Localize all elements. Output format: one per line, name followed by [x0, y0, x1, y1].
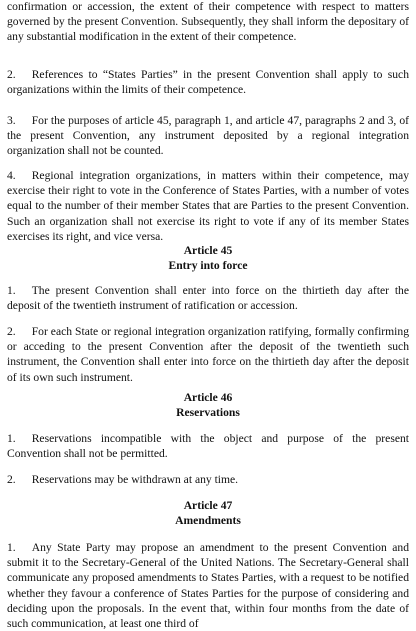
article-44-paragraph-1-continued [7, 0, 409, 45]
paragraph-number: 2. [7, 68, 16, 81]
article-47-subtitle: Amendments [175, 514, 241, 527]
article-47-title: Article 47 [183, 499, 233, 512]
article-45-paragraph-1 [7, 283, 409, 313]
paragraph-text: References to “States Parties” in the present Convention shall apply to such organizations within the limits of their competence. [7, 68, 409, 97]
paragraph-number: 4. [7, 169, 16, 182]
paragraph-number: 1. [7, 284, 16, 297]
paragraph-number: 3. [7, 114, 16, 127]
paragraph-text: For each State or regional integration organization ratifying, formally confirming or acceding to the present Convention after the deposit of the twentieth such instrument, the Convention shall enter into force on the thirtieth day after the deposit of its own such instrument. [7, 325, 409, 384]
paragraph-text: Reservations incompatible with the object and purpose of the present Convention shall not be permitted. [7, 432, 409, 461]
article-44-paragraph-4 [7, 168, 409, 244]
article-45-subtitle: Entry into force [168, 259, 248, 272]
paragraph-number: 2. [7, 325, 16, 338]
article-47-paragraph-1 [7, 540, 409, 631]
article-44-paragraph-2 [7, 67, 409, 97]
paragraph-text: The present Convention shall enter into force on the thirtieth day after the deposit of the twentieth instrument of ratification or accession. [7, 284, 409, 313]
paragraph-number: 2. [7, 473, 16, 486]
article-46-paragraph-1 [7, 431, 409, 461]
paragraph-text: Regional integration organizations, in matters within their competence, may exercise their right to vote in the Conference of States Parties, with a number of votes equal to the number of their member States that are Parties to the present Convention. Such an organization shall not exercise its right to vote if any of its member States exercises its right, and vice versa. [7, 169, 409, 243]
article-45-title: Article 45 [183, 244, 233, 257]
paragraph-text: Any State Party may propose an amendment to the present Convention and submit it to the Secretary-General of the United Nations. The Secretary-General shall communicate any proposed amendments to States Parties, with a request to be notified whether they favour a conference of States Parties for the purpose of considering and deciding upon the proposals. In the event that, within four months from the date of such communication, at least one third of [7, 541, 409, 631]
article-46-subtitle: Reservations [176, 406, 240, 419]
paragraph-text: confirmation or accession, the extent of their competence with respect to matters governed by the present Convention. Subsequently, they shall inform the depositary of any substantial modification in the extent of their competence. [7, 0, 409, 44]
paragraph-number: 1. [7, 541, 16, 554]
article-44-paragraph-3 [7, 113, 409, 159]
paragraph-text: Reservations may be withdrawn at any time. [31, 473, 239, 486]
article-45-paragraph-2 [7, 324, 409, 385]
paragraph-number: 1. [7, 432, 16, 445]
paragraph-text: For the purposes of article 45, paragraph 1, and article 47, paragraphs 2 and 3, of the present Convention, any instrument deposited by a regional integration organization shall not be counted. [7, 114, 409, 158]
article-46-title: Article 46 [183, 391, 233, 404]
article-46-paragraph-2 [7, 472, 409, 487]
